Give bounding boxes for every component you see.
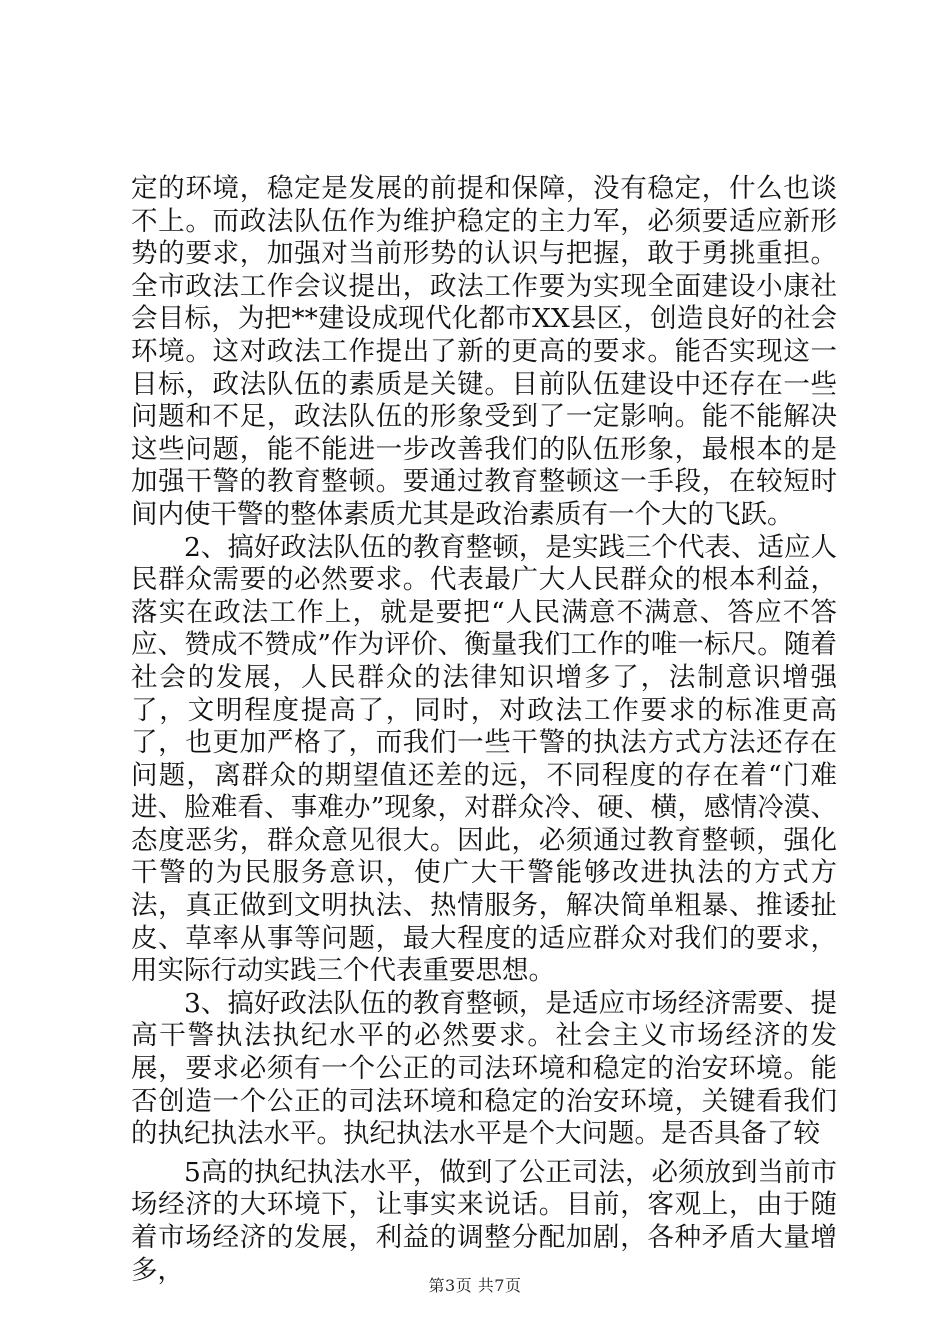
paragraph-1: 定的环境，稳定是发展的前提和保障，没有稳定，什么也谈不上。而政法队伍作为维护稳定的主力军，必须要适应新形势的要求，加强对当前形势的认识与把握，敢于勇挑重担。全市政法工作会议提出，政法工作要为实现全面建设小康社会目标，为把**建设成现代化都市XX县区，创造良好的社会环境。这对政法工作提出了新的更高的要求。能否实现这一目标，政法队伍的素质是关键。目前队伍建设中还存在一些问题和不足，政法队伍的形象受到了一定影响。能不能解决这些问题，能不能进一步改善我们的队伍形象，最根本的是加强干警的教育整顿。要通过教育整顿这一手段，在较短时间内使干警的整体素质尤其是政治素质有一个大的飞跃。 [131,173,837,530]
body-text [131,173,837,1287]
paragraph-4: 5高的执纪执法水平，做到了公正司法，必须放到当前市场经济的大环境下，让事实来说话。目前，客观上，由于随着市场经济的发展，利益的调整分配加剧，各种矛盾大量增多， [131,1156,837,1286]
paragraph-2: 2、搞好政法队伍的教育整顿，是实践三个代表、适应人民群众需要的必然要求。代表最广大人民群众的根本利益，落实在政法工作上，就是要把“人民满意不满意、答应不答应、赞成不赞成”作为评价、衡量我们工作的唯一标尺。随着社会的发展，人民群众的法律知识增多了，法制意识增强了，文明程度提高了，同时，对政法工作要求的标准更高了，也更加严格了，而我们一些干警的执法方式方法还存在问题，离群众的期望值还差的远，不同程度的存在着“门难进、脸难看、事难办”现象，对群众冷、硬、横，感情冷漠、态度恶劣，群众意见很大。因此，必须通过教育整顿，强化干警的为民服务意识，使广大干警能够改进执法的方式方法，真正做到文明执法、热情服务，解决简单粗暴、推诿扯皮、草率从事等问题，最大程度的适应群众对我们的要求，用实际行动实践三个代表重要思想。 [131,531,837,987]
page-footer: 第3页 共7页 [428,1276,522,1295]
paragraph-3: 3、搞好政法队伍的教育整顿，是适应市场经济需要、提高干警执法执纪水平的必然要求。社会主义市场经济的发展，要求必须有一个公正的司法环境和稳定的治安环境。能否创造一个公正的司法环境和稳定的治安环境，关键看我们的执纪执法水平。执纪执法水平是个大问题。是否具备了较 [131,987,837,1150]
